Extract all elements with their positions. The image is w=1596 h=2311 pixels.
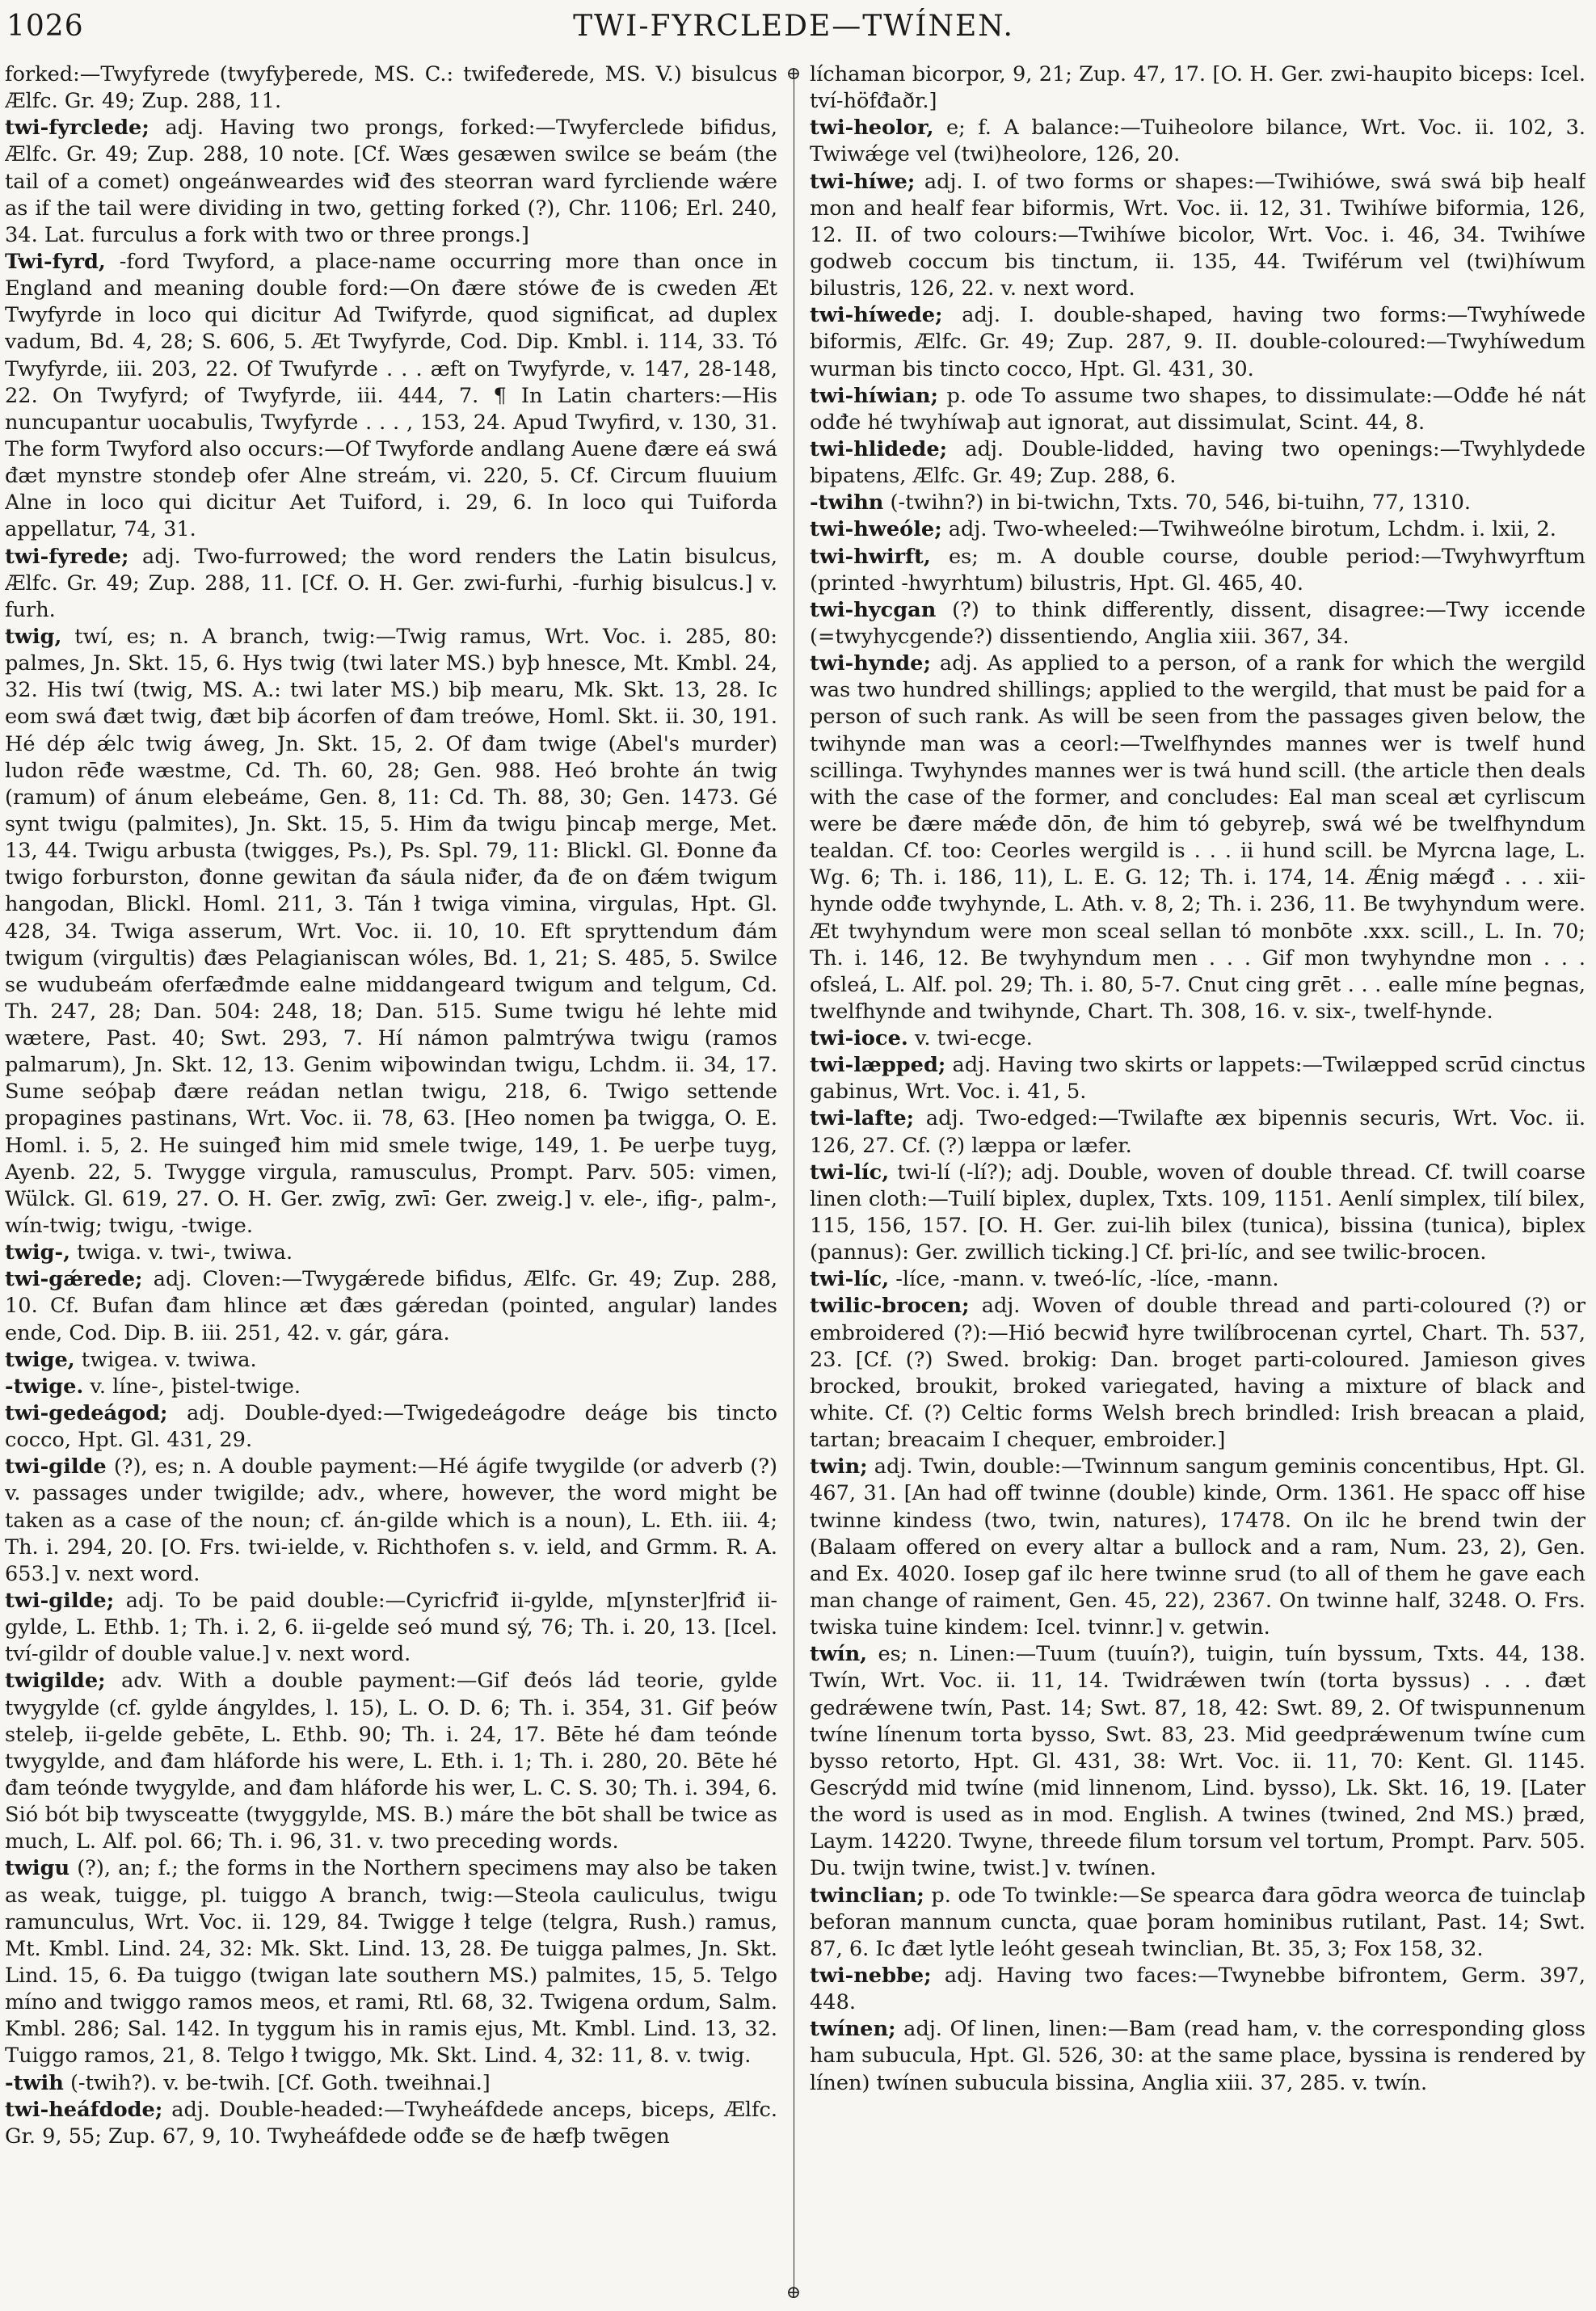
dictionary-entry: [5, 2097, 777, 2150]
entry-definition: (-twih?). v. be-twih. [Cf. Goth. tweihnai.]: [63, 2070, 491, 2095]
dictionary-entry: [810, 1105, 1585, 1159]
dictionary-entry: [810, 1883, 1585, 1963]
entry-headword: twi-gilde;: [5, 1589, 115, 1614]
dictionary-entry: [810, 1052, 1585, 1105]
entry-headword: twi-gedeágod;: [5, 1401, 168, 1426]
dictionary-entry: [810, 1454, 1585, 1641]
running-head: TWI-FYRCLEDE—TWÍNEN.: [573, 10, 1014, 43]
entry-headword: twi-hwirft,: [810, 544, 931, 569]
entry-definition: twigea. v. twiwa.: [74, 1347, 257, 1372]
dictionary-entry: [5, 1347, 777, 1374]
page-number: 1026: [6, 10, 84, 43]
dictionary-entry: [810, 1641, 1585, 1882]
entry-headword: twi-hlidede;: [810, 436, 948, 461]
dictionary-entry: [5, 1266, 777, 1346]
entry-definition: adj. As applied to a person, of a rank for which the wergild was two hundred shillings; applied to the wergild, that must be paid for a person of such rank. As will be seen from the passages given below, the twihynde man was a ceorl:—Twelfhyndes mannes wer is twelf hund scillinga. Twyhyndes mannes wer is twá hund scill. (the article then deals with the case of the former, and concludes: Eal man sceal æt cyrliscum were be đære mǽđe dōn, đe him tó gebyreþ, swá wé be twelfhyndum tealdan. Cf. too: Ceorles wergild is . . . ii hund scill. be Myrcna lage, L. Wg. 6; Th. i. 186, 11), L. E. G. 12; Th. i. 174, 14. Ǽnig mǽgđ . . . xii-hynde odđe twyhynde, L. Ath. v. 8, 2; Th. i. 236, 11. Be twyhyndum were. Æt twyhyndum were mon sceal sellan tó monbōte .xxx. scill., L. In. 70; Th. i. 146, 12. Be twyhyndum men . . . Gif mon twyhyndne mon . . . ofsleá, L. Alf. pol. 29; Th. i. 80, 5-7. Cnut cing grēt . . . ealle míne þegnas, twelfhynde and twihynde, Chart. Th. 308, 16. v. six-, twelf-hynde.: [810, 651, 1585, 1024]
entry-headword: twi-híwe;: [810, 169, 916, 194]
dictionary-entry: [810, 2016, 1585, 2096]
entry-headword: twigu: [5, 1856, 70, 1881]
divider-ornament-bottom-icon: ⊕: [785, 2283, 802, 2303]
entry-definition: twí, es; n. A branch, twig:—Twig ramus, Wrt. Voc. i. 285, 80: palmes, Jn. Skt. 15, 6. Hys twig (twi later MS.) byþ hnesce, Mt. Kmbl. 24, 32. His twí (twig, MS. A.: twi later MS.) biþ mearu, Mk. Skt. 13, 28. Ic eom swá đæt twig, đæt biþ ácorfen of đam treówe, Homl. Skt. ii. 30, 191. Hé dép ǽlc twig áweg, Jn. Skt. 15, 2. Of đam twige (Abel's murder) ludon rēđe wæstme, Cd. Th. 60, 28; Gen. 988. Heó brohte án twig (ramum) of ánum elebeáme, Gen. 8, 11: Cd. Th. 88, 30; Gen. 1473. Gé synt twigu (palmites), Jn. Skt. 15, 5. Him đa twigu þincaþ merge, Met. 13, 44. Twigu arbusta (twigges, Ps.), Ps. Spl. 79, 11: Blickl. Gl. Đonne đa twigo forburston, đonne gewitan đa sáula niđer, đa đe on đǽm twigum hangodan, Blickl. Homl. 211, 3. Tán ł twiga vimina, virgulas, Hpt. Gl. 428, 34. Twiga asserum, Wrt. Voc. ii. 10, 10. Eft spryttendum đám twigum (virgultis) đæs Pelagianiscan wóles, Bd. 1, 21; S. 485, 5. Swilce se wudubeám oferfæđmde ealne middangeard twigum and telgum, Cd. Th. 247, 28; Dan. 504: 248, 18; Dan. 515. Sume twigu hé lehte mid wætere, Past. 40; Swt. 293, 7. Hí námon palmtrýwa twigu (ramos palmarum), Jn. Skt. 12, 13. Genim wiþowindan twigu, Lchdm. ii. 34, 17. Sume seóþaþ đære reádan netlan twigu, 218, 6. Twigo settende propagines pastinans, Wrt. Voc. ii. 78, 63. [Heo nomen þa twigga, O. E. Homl. i. 5, 2. He suingeđ him mid smele twige, 149, 1. Þe uerþe tuyg, Ayenb. 22, 5. Twygge virgula, ramusculus, Prompt. Parv. 505: vimen, Wülck. Gl. 619, 27. O. H. Ger. zwīg, zwī: Ger. zweig.] v. ele-, ifig-, palm-, wín-twig; twigu, -twige.: [5, 624, 777, 1239]
entry-headword: twín,: [810, 1642, 868, 1667]
entry-definition: adj. I. double-shaped, having two forms:—Twyhíwede biformis, Ælfc. Gr. 49; Zup. 287, 9. II. double-coloured:—Twyhíwedum wurman bis tincto cocco, Hpt. Gl. 431, 30.: [810, 303, 1585, 381]
dictionary-entry: [5, 249, 777, 544]
entry-definition: p. ode To assume two shapes, to dissimulate:—Odđe hé nát odđe hé twyhíwaþ aut ignorat, aut dissimulat, Scint. 44, 8.: [810, 383, 1585, 435]
divider-ornament-top-icon: ⊕: [785, 64, 802, 84]
dictionary-entry: [810, 1025, 1585, 1052]
dictionary-entry: [810, 169, 1585, 303]
entry-definition: adj. I. of two forms or shapes:—Twihiówe, swá swá biþ healf mon and healf fear biformis, Wrt. Voc. ii. 12, 31. Twihíwe biformia, 126, 12. II. of two colours:—Twihíwe bicolor, Wrt. Voc. i. 46, 34. Twihíwe godweb coccum bis tinctum, ii. 135, 44. Twiférum vel (twi)híwum bilustris, 126, 22. v. next word.: [810, 169, 1585, 301]
entry-definition: adj. Double-dyed:—Twigedeágodre deáge bis tincto cocco, Hpt. Gl. 431, 29.: [5, 1401, 777, 1453]
entry-headword: twi-heáfdode;: [5, 2097, 163, 2122]
dictionary-entry: [5, 2070, 777, 2097]
dictionary-entry: [5, 1855, 777, 2069]
entry-definition: forked:—Twyfyrede (twyfyþerede, MS. C.: twifeđerede, MS. V.) bisulcus Ælfc. Gr. 49; Zup. 288, 11.: [5, 62, 777, 114]
left-column: [5, 61, 777, 2305]
page-header: [6, 5, 1581, 45]
dictionary-entry: [5, 1374, 777, 1400]
entry-headword: -twihn: [810, 490, 884, 516]
dictionary-entry: [5, 1668, 777, 1855]
entry-headword: -twige.: [5, 1374, 84, 1399]
dictionary-entry: [5, 115, 777, 249]
dictionary-entry: [810, 115, 1585, 168]
entry-definition: adj. Two-edged:—Twilafte æx bipennis securis, Wrt. Voc. ii. 126, 27. Cf. (?) læppa or læfer.: [810, 1106, 1585, 1158]
dictionary-entry: [810, 650, 1585, 1025]
entry-definition: (?), an; f.; the forms in the Northern specimens may also be taken as weak, tuigge, pl. tuiggo A branch, twig:—Steola cauliculus, twigu ramunculus, Wrt. Voc. ii. 129, 84. Twigge ł telge (telgra, Rush.) ramus, Mt. Kmbl. Lind. 24, 32: Mk. Skt. Lind. 13, 28. Đe tuigga palmes, Jn. Skt. Lind. 15, 6. Đa tuiggo (twigan late southern MS.) palmites, 15, 5. Telgo míno and twiggo ramos meos, et rami, Rtl. 68, 32. Twigena ordum, Salm. Kmbl. 286; Sal. 142. In tyggum his in ramis ejus, Mt. Kmbl. Lind. 13, 32. Tuiggo ramos, 21, 8. Telgo ł twiggo, Mk. Skt. Lind. 4, 32: 11, 8. v. twig.: [5, 1856, 777, 2069]
dictionary-entry: [810, 516, 1585, 543]
entry-headword: twin;: [810, 1454, 868, 1480]
dictionary-entry: [810, 1266, 1585, 1293]
entry-definition: -líce, -mann. v. tweó-líc, -líce, -mann.: [889, 1267, 1279, 1292]
entry-headword: twínen;: [810, 2017, 896, 2042]
dictionary-entry: [810, 436, 1585, 490]
entry-headword: twi-gǽrede;: [5, 1267, 143, 1292]
entry-definition: adj. Double-headed:—Twyheáfdede anceps, biceps, Ælfc. Gr. 9, 55; Zup. 67, 9, 10. Twyheáfdede odđe se đe hæfþ twēgen: [5, 2097, 777, 2149]
dictionary-entry: [810, 490, 1585, 516]
entry-definition: adj. Having two skirts or lappets:—Twilæpped scrūd cinctus gabinus, Wrt. Voc. i. 41, 5.: [810, 1053, 1585, 1105]
entry-headword: twig,: [5, 624, 62, 649]
entry-headword: twi-híwian;: [810, 383, 938, 408]
dictionary-entry: [5, 624, 777, 1240]
entry-headword: twi-ioce.: [810, 1026, 908, 1051]
entry-headword: twi-fyrede;: [5, 544, 129, 569]
entry-definition: -ford Twyford, a place-name occurring more than once in England and meaning double ford:—On đære stówe đe is cweden Æt Twyfyrde in loco qui dicitur Ad Twifyrde, quod significat, ad duplex vadum, Bd. 4, 28; S. 606, 5. Æt Twyfyrde, Cod. Dip. Kmbl. i. 114, 33. Tó Twyfyrde, iii. 203, 22. Of Twufyrde . . . æft on Twyfyrde, v. 147, 28-148, 22. On Twyfyrd; of Twyfyrde, iii. 444, 7. ¶ In Latin charters:—His nuncupantur uocabulis, Twyfyrde . . . , 153, 24. Apud Twyfird, v. 130, 31. The form Twyford also occurs:—Of Twyforde andlang Auene đære eá swá đæt mynstre stondeþ ofer Alne streám, vi. 220, 5. Cf. Circum fluuium Alne in loco qui dicitur Aet Tuiford, i. 29, 6. In loco qui Tuiforda appellatur, 74, 31.: [5, 249, 777, 542]
entry-definition: (-twihn?) in bi-twichn, Txts. 70, 546, bi-tuihn, 77, 1310.: [883, 490, 1472, 516]
entry-headword: twi-lafte;: [810, 1106, 915, 1131]
entry-headword: twi-híwede;: [810, 303, 943, 328]
entry-definition: líchaman bicorpor, 9, 21; Zup. 47, 17. [O. H. Ger. zwi-haupito biceps: Icel. tví-höfđaðr.]: [810, 62, 1585, 114]
dictionary-entry: [5, 1588, 777, 1668]
entry-headword: -twih: [5, 2070, 64, 2095]
dictionary-entry: [810, 383, 1585, 436]
entry-headword: twige,: [5, 1347, 75, 1372]
entry-headword: twi-hycgan: [810, 597, 937, 622]
entry-definition: adj. Of linen, linen:—Bam (read ham, v. the corresponding gloss ham subucula, Hpt. Gl. 526, 30: at the same place, byssina is rendered by línen) twínen subucula bissina, Anglia xiii. 37, 285. v. twín.: [810, 2017, 1585, 2095]
entry-headword: twi-nebbe;: [810, 1963, 932, 1988]
entry-headword: Twi-fyrd,: [5, 249, 106, 274]
entry-definition: adv. With a double payment:—Gif đeós lád teorie, gylde twygylde (cf. gylde ángyldes, l. 15), L. O. D. 6; Th. i. 354, 31. Gif þeów steleþ, ii-gelde gebēte, L. Ethb. 90; Th. i. 24, 17. Bēte hé đam teónde twygylde, and đam hláforde his were, L. Eth. i. 1; Th. i. 280, 20. Bēte hé đam teónde twygylde, and đam hláforde his wer, L. C. S. 30; Th. i. 394, 6. Sió bót biþ twysceatte (twyggylde, MS. B.) máre the bōt shall be twice as much, L. Alf. pol. 66; Th. i. 96, 31. v. two preceding words.: [5, 1669, 777, 1854]
dictionary-entry: [810, 544, 1585, 597]
entry-headword: twi-hynde;: [810, 651, 931, 676]
entry-headword: twig-,: [5, 1240, 71, 1265]
entry-definition: e; f. A balance:—Tuiheolore bilance, Wrt. Voc. ii. 102, 3. Twiwǽge vel (twi)heolore, 126, 20.: [810, 116, 1585, 167]
entry-headword: twi-heolor,: [810, 116, 934, 141]
entry-definition: v. líne-, þistel-twige.: [83, 1374, 301, 1399]
dictionary-entry: [810, 1160, 1585, 1267]
entry-definition: adj. Having two faces:—Twynebbe bifrontem, Germ. 397, 448.: [810, 1963, 1585, 2015]
entry-definition: adj. Woven of double thread and parti-coloured (?) or embroidered (?):—Hió becwiđ hyre twilíbrocenan cyrtel, Chart. Th. 537, 23. [Cf. (?) Swed. brokig: Dan. broget parti-coloured. Jamieson gives brocked, broukit, broked variegated, having a mixture of black and white. Cf. (?) Celtic forms Welsh brech brindled: Irish breacan a plaid, tartan; breacaim I chequer, embroider.]: [810, 1294, 1585, 1453]
dictionary-entry: [810, 1963, 1585, 2016]
entry-definition: (?), es; n. A double payment:—Hé ágife twygilde (or adverb (?) v. passages under twigilde; adv., where, however, the word might be taken as a case of the noun; cf. án-gilde which is a noun), L. Eth. iii. 4; Th. i. 294, 20. [O. Frs. twi-ielde, v. Richthofen s. v. ield, and Grmm. R. A. 653.] v. next word.: [5, 1454, 777, 1586]
entry-headword: twinclian;: [810, 1883, 924, 1908]
dictionary-entry: [810, 302, 1585, 382]
dictionary-entry: [810, 597, 1585, 650]
entry-definition: p. ode To twinkle:—Se spearca đara gōdra weorca đe tuinclaþ beforan mannum cuncta, quae þoram hominibus rutilant, Past. 14; Swt. 87, 6. Ic đæt lytle leóht geseah twinclian, Bt. 35, 3; Fox 158, 32.: [810, 1883, 1585, 1961]
dictionary-entry: [5, 61, 777, 115]
entry-headword: twi-læpped;: [810, 1053, 946, 1078]
entry-definition: (?) to think differently, dissent, disagree:—Twy iccende (=twyhycgende?) dissentiendo, Anglia xiii. 367, 34.: [810, 597, 1585, 649]
dictionary-entry: [5, 544, 777, 624]
entry-definition: twiga. v. twi-, twiwa.: [70, 1240, 293, 1265]
entry-definition: adj. Double-lidded, having two openings:—Twyhlydede bipatens, Ælfc. Gr. 49; Zup. 288, 6.: [810, 436, 1585, 489]
dictionary-entry: [810, 61, 1585, 115]
entry-definition: adj. Two-furrowed; the word renders the Latin bisulcus, Ælfc. Gr. 49; Zup. 288, 11. [Cf. O. H. Ger. zwi-furhi, -furhig bisulcus.] v. furh.: [5, 544, 777, 622]
right-column: [810, 61, 1585, 2305]
entry-headword: twi-fyrclede;: [5, 116, 149, 141]
entry-headword: twi-líc,: [810, 1160, 890, 1185]
entry-headword: twigilde;: [5, 1669, 106, 1694]
entry-headword: twilic-brocen;: [810, 1294, 970, 1319]
entry-definition: adj. Cloven:—Twygǽrede bifidus, Ælfc. Gr. 49; Zup. 288, 10. Cf. Bufan đam hlince æt đæs gǽredan (pointed, angular) landes ende, Cod. Dip. B. iii. 251, 42. v. gár, gára.: [5, 1267, 777, 1345]
entry-definition: twi-lí (-lí?); adj. Double, woven of double thread. Cf. twill coarse linen cloth:—Tuilí biplex, duplex, Txts. 109, 1151. Aenlí simplex, tilí bilex, 115, 156, 157. [O. H. Ger. zui-lih bilex (tunica), bissina (tunica), biplex (pannus): Ger. zwillich ticking.] Cf. þri-líc, and see twilic-brocen.: [810, 1160, 1585, 1265]
entry-definition: v. twi-ecge.: [907, 1026, 1033, 1051]
dictionary-entry: [5, 1240, 777, 1266]
entry-headword: twi-líc,: [810, 1267, 890, 1292]
entry-definition: adj. Two-wheeled:—Twihweólne birotum, Lchdm. i. lxii, 2.: [941, 517, 1556, 542]
dictionary-entry: [5, 1454, 777, 1588]
entry-definition: es; m. A double course, double period:—Twyhwyrftum (printed -hwyrhtum) bilustris, Hpt. Gl. 465, 40.: [810, 544, 1585, 596]
entry-definition: adj. To be paid double:—Cyricfriđ ii-gylde, m[ynster]friđ ii-gylde, L. Ethb. 1; Th. i. 2, 6. ii-gelde seó mund sý, 76; Th. i. 20, 13. [Icel. tví-gildr of double value.] v. next word.: [5, 1589, 777, 1667]
dictionary-entry: [5, 1400, 777, 1454]
entry-headword: twi-hweóle;: [810, 517, 942, 542]
entry-definition: adj. Twin, double:—Twinnum sangum geminis concentibus, Hpt. Gl. 467, 31. [An had off twinne (double) kinde, Orm. 1361. He spacc off hise twinne kindess (two, twin, natures), 17478. On ilc he brend twin der (Balaam offered on every altar a bullock and a ram, Num. 23, 2), Gen. and Ex. 4020. Iosep gaf ilc here twinne srud (to all of them he gave each man change of raiment, Gen. 45, 22), 2367. On twinne half, 3248. O. Frs. twiska tuine kindem: Icel. tvinnr.] v. getwin.: [810, 1454, 1585, 1640]
entry-headword: twi-gilde: [5, 1454, 107, 1480]
entry-definition: es; n. Linen:—Tuum (tuuín?), tuigin, tuín byssum, Txts. 44, 138. Twín, Wrt. Voc. ii. 11, 14. Twidrǽwen twín (torta byssus) . . . đæt gedrǽwene twín, Past. 14; Swt. 87, 18, 42: Swt. 89, 2. Of twispunnenum twíne línenum torta bysso, Swt. 83, 23. Mid geedprǽwenum twíne cum bysso retorto, Hpt. Gl. 431, 38: Wrt. Voc. ii. 11, 70: Kent. Gl. 1145. Gescrýdd mid twíne (mid linnenom, Lind. bysso), Lk. Skt. 16, 19. [Later the word is used as in mod. English. A twines (twined, 2nd MS.) þræd, Laym. 14220. Twyne, threede filum torsum vel tortum, Prompt. Parv. 505. Du. twijn twine, twist.] v. twínen.: [810, 1642, 1585, 1881]
entry-definition: adj. Having two prongs, forked:—Twyferclede bifidus, Ælfc. Gr. 49; Zup. 288, 10 note. [Cf. Wæs gesæwen swilce se beám (the tail of a comet) ongeánweardes wiđ đes steorran ward fyrcliende wǽre as if the tail were dividing in two, getting forked (?), Chr. 1106; Erl. 240, 34. Lat. furculus a fork with two or three prongs.]: [5, 116, 777, 247]
dictionary-entry: [810, 1293, 1585, 1454]
